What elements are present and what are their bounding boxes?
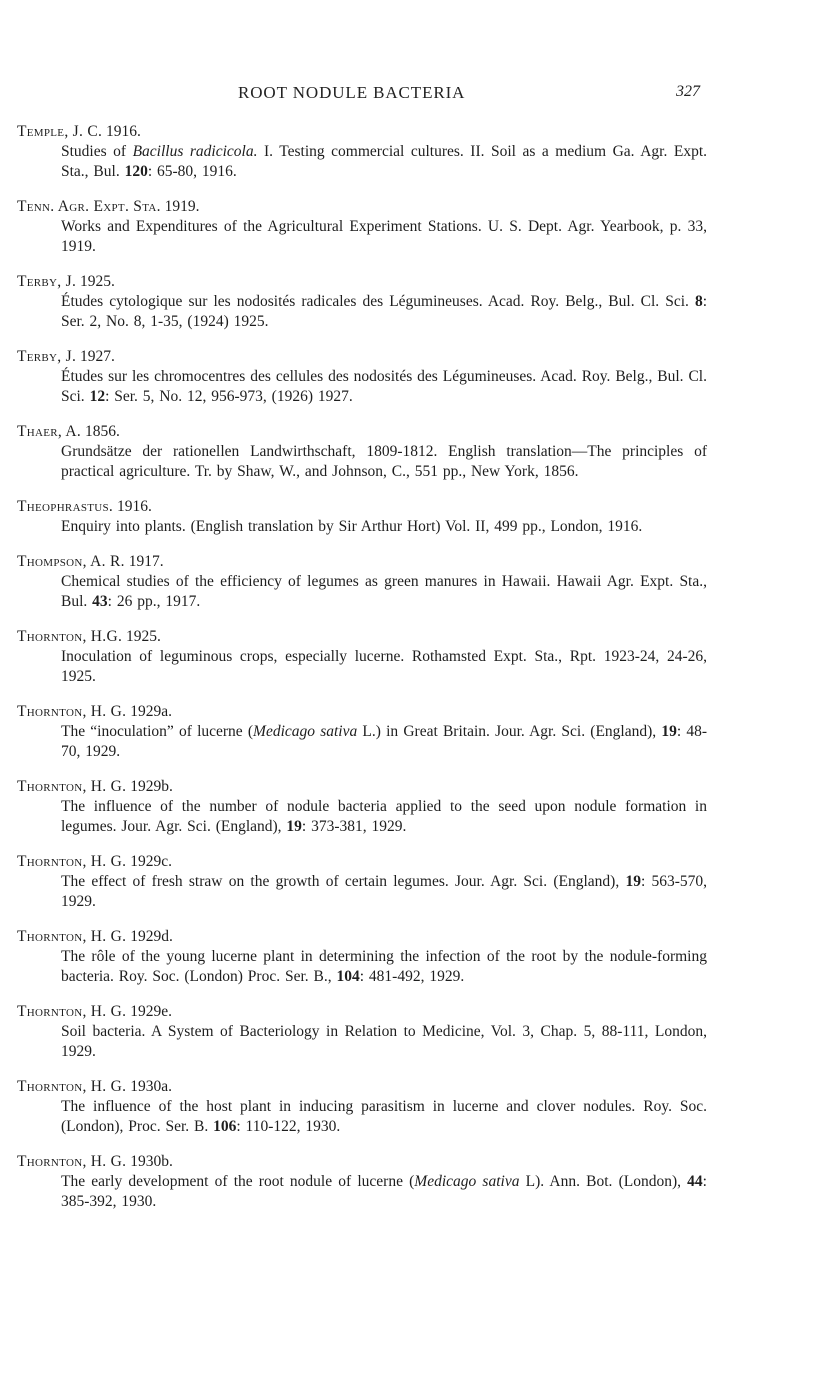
reference-entry [17, 122, 707, 182]
reference-year: 1916. [116, 498, 152, 515]
reference-citation: The influence of the host plant in inducing parasitism in lucerne and clover nodules. Roy. Soc. (London), Proc. Ser. B. 106: 110-122, 1930. [61, 1098, 707, 1135]
reference-author: Theophrastus. [17, 498, 114, 515]
reference-author: Terby, J. [17, 273, 77, 290]
reference-citation: Études sur les chromocentres des cellules des nodosités des Légumineuses. Acad. Roy. Belg., Bul. Cl. Sci. 12: Ser. 5, No. 12, 956-973, (1926) 1927. [61, 368, 707, 405]
reference-author: Thornton, H. G. [17, 1078, 127, 1095]
reference-citation: Works and Expenditures of the Agricultural Experiment Stations. U. S. Dept. Agr. Yearbook, p. 33, 1919. [61, 218, 707, 255]
reference-heading [17, 852, 707, 872]
reference-citation: Grundsätze der rationellen Landwirthschaft, 1809-1812. English translation—The principles of practical agriculture. Tr. by Shaw, W., and Johnson, C., 551 pp., New York, 1856. [61, 443, 707, 480]
reference-citation: Studies of Bacillus radicicola. I. Testing commercial cultures. II. Soil as a medium Ga. Agr. Expt. Sta., Bul. 120: 65-80, 1916. [61, 143, 707, 180]
reference-heading [17, 122, 707, 142]
reference-entry [17, 852, 707, 912]
reference-entry [17, 1152, 707, 1212]
reference-author: Terby, J. [17, 348, 77, 365]
reference-entry [17, 777, 707, 837]
reference-year: 1917. [128, 553, 164, 570]
reference-author: Thornton, H. G. [17, 1153, 127, 1170]
reference-citation: The rôle of the young lucerne plant in determining the infection of the root by the nodule-forming bacteria. Roy. Soc. (London) Proc. Ser. B., 104: 481-492, 1929. [61, 948, 707, 985]
reference-entry [17, 1077, 707, 1137]
reference-heading [17, 777, 707, 797]
reference-entry [17, 1002, 707, 1062]
running-title: ROOT NODULE BACTERIA [238, 83, 466, 102]
reference-entry [17, 552, 707, 612]
reference-heading [17, 197, 707, 217]
reference-citation: The “inoculation” of lucerne (Medicago sativa L.) in Great Britain. Jour. Agr. Sci. (England), 19: 48-70, 1929. [61, 723, 707, 760]
reference-year: 1925. [126, 628, 161, 645]
reference-heading [17, 1077, 707, 1097]
reference-entry [17, 927, 707, 987]
reference-author: Thornton, H. G. [17, 1003, 127, 1020]
reference-author: Tenn. Agr. Expt. Sta. [17, 198, 161, 215]
reference-entry [17, 197, 707, 257]
reference-author: Thornton, H.G. [17, 628, 123, 645]
reference-heading [17, 422, 707, 442]
reference-heading [17, 627, 707, 647]
reference-year: 1916. [106, 123, 141, 140]
reference-list [17, 122, 707, 1227]
reference-heading [17, 347, 707, 367]
reference-author: Thornton, H. G. [17, 928, 127, 945]
reference-citation: The early development of the root nodule of lucerne (Medicago sativa L). Ann. Bot. (London), 44: 385-392, 1930. [61, 1173, 707, 1210]
reference-year: 1927. [80, 348, 115, 365]
reference-entry [17, 272, 707, 332]
reference-citation: Études cytologique sur les nodosités radicales des Légumineuses. Acad. Roy. Belg., Bul. Cl. Sci. 8: Ser. 2, No. 8, 1-35, (1924) 1925. [61, 293, 707, 330]
reference-citation: Enquiry into plants. (English translation by Sir Arthur Hort) Vol. II, 499 pp., London, 1916. [61, 518, 643, 535]
reference-author: Thornton, H. G. [17, 853, 127, 870]
reference-author: Thaer, A. [17, 423, 82, 440]
reference-year: 1856. [84, 423, 120, 440]
reference-heading [17, 1002, 707, 1022]
reference-heading [17, 272, 707, 292]
reference-citation: The effect of fresh straw on the growth of certain legumes. Jour. Agr. Sci. (England), 19: 563-570, 1929. [61, 873, 708, 910]
reference-citation: Inoculation of leguminous crops, especially lucerne. Rothamsted Expt. Sta., Rpt. 1923-24, 24-26, 1925. [61, 648, 707, 685]
reference-entry [17, 627, 707, 687]
reference-entry [17, 347, 707, 407]
reference-heading [17, 927, 707, 947]
reference-year: 1930b. [130, 1153, 173, 1170]
reference-entry [17, 422, 707, 482]
reference-entry [17, 702, 707, 762]
reference-year: 1930a. [130, 1078, 172, 1095]
reference-year: 1929c. [130, 853, 172, 870]
reference-heading [17, 552, 707, 572]
running-head [0, 83, 828, 107]
reference-author: Thompson, A. R. [17, 553, 125, 570]
reference-heading [17, 497, 707, 517]
reference-author: Thornton, H. G. [17, 703, 127, 720]
reference-year: 1929b. [130, 778, 173, 795]
reference-heading [17, 702, 707, 722]
reference-author: Thornton, H. G. [17, 778, 127, 795]
reference-citation: Chemical studies of the efficiency of legumes as green manures in Hawaii. Hawaii Agr. Expt. Sta., Bul. 43: 26 pp., 1917. [61, 573, 707, 610]
page-number: 327 [676, 83, 700, 100]
reference-author: Temple, J. C. [17, 123, 103, 140]
reference-entry [17, 497, 707, 537]
reference-year: 1929d. [130, 928, 173, 945]
reference-citation: The influence of the number of nodule bacteria applied to the seed upon nodule formation in legumes. Jour. Agr. Sci. (England), 19: 373-381, 1929. [61, 798, 707, 835]
reference-citation: Soil bacteria. A System of Bacteriology in Relation to Medicine, Vol. 3, Chap. 5, 88-111, London, 1929. [61, 1023, 707, 1060]
reference-year: 1919. [164, 198, 200, 215]
reference-year: 1925. [80, 273, 115, 290]
reference-year: 1929e. [130, 1003, 172, 1020]
reference-heading [17, 1152, 707, 1172]
reference-year: 1929a. [130, 703, 172, 720]
